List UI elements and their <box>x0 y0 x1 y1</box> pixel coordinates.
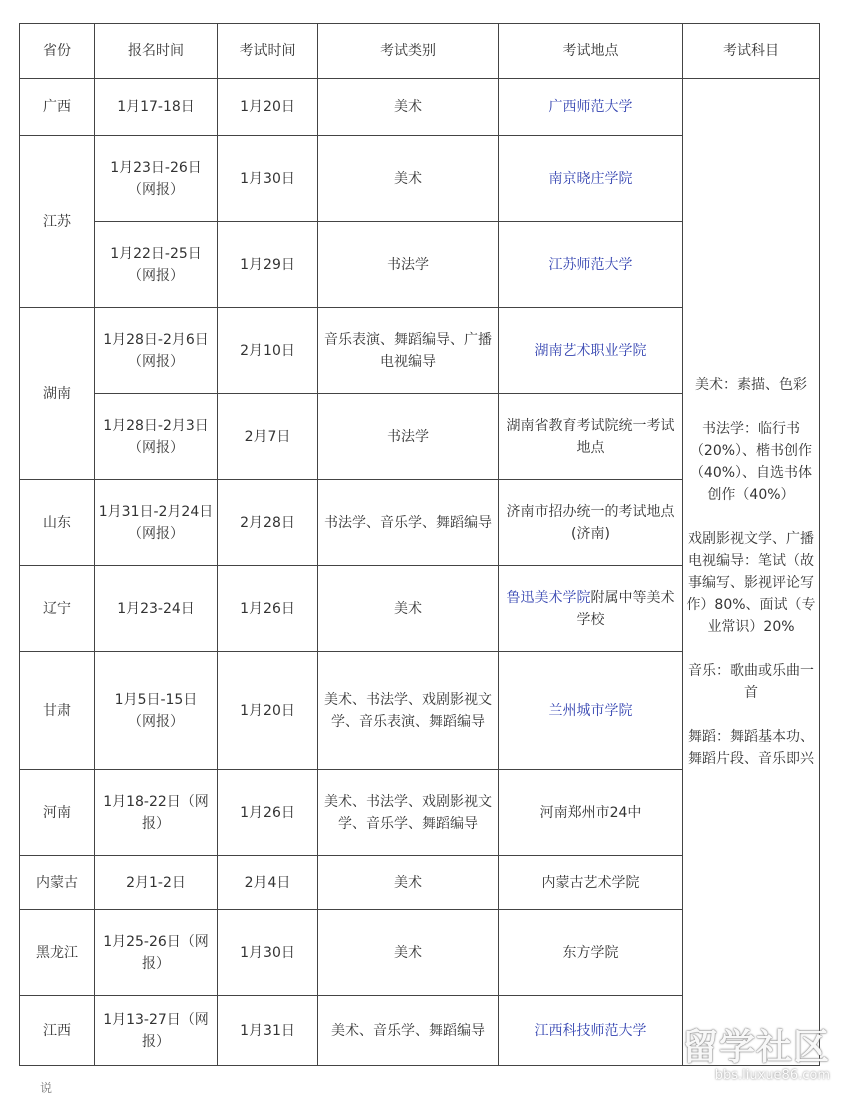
school-link[interactable]: 鲁迅美术学院 <box>506 589 591 606</box>
exam-time-cell: 1月30日 <box>218 910 318 996</box>
subjects-cell <box>683 79 820 1066</box>
location-cell: 东方学院 <box>499 910 683 996</box>
location-cell <box>499 79 683 136</box>
province-cell: 江苏 <box>20 136 95 308</box>
footer-text-fragment: 说 <box>40 1081 53 1095</box>
location-cell <box>499 222 683 308</box>
school-link[interactable]: 兰州城市学院 <box>548 702 633 719</box>
exam-time-cell: 1月29日 <box>218 222 318 308</box>
registration-cell <box>95 652 218 770</box>
header-exam-location: 考试地点 <box>499 24 683 79</box>
registration-dates: 1月5日-15日 <box>114 691 198 708</box>
category-cell: 美术 <box>318 910 499 996</box>
location-cell <box>499 566 683 652</box>
registration-cell <box>95 136 218 222</box>
registration-cell: 1月31日-2月24日（网报） <box>95 480 218 566</box>
registration-dates: 1月22日-25日 <box>110 245 202 262</box>
subject-art: 美术：素描、色彩 <box>695 377 807 393</box>
province-cell: 湖南 <box>20 308 95 480</box>
subject-drama-film: 戏剧影视文学、广播电视编导：笔试（故事编写、影视评论写作）80%、面试（专业常识）20% <box>686 531 816 635</box>
exam-time-cell: 1月26日 <box>218 566 318 652</box>
location-cell <box>499 308 683 394</box>
location-cell <box>499 136 683 222</box>
header-row <box>20 24 820 79</box>
registration-cell <box>95 394 218 480</box>
header-registration-time: 报名时间 <box>95 24 218 79</box>
registration-cell <box>95 308 218 394</box>
province-cell: 广西 <box>20 79 95 136</box>
registration-cell: 1月13-27日（网报） <box>95 996 218 1066</box>
registration-dates: 1月28日-2月6日 <box>103 331 209 348</box>
subject-calligraphy: 书法学：临行书（20%）、楷书创作（40%）、自选书体创作（40%） <box>689 421 813 503</box>
category-cell: 美术 <box>318 566 499 652</box>
exam-time-cell: 2月4日 <box>218 856 318 910</box>
school-link[interactable]: 江苏师范大学 <box>548 256 633 273</box>
registration-cell: 1月18-22日（网报） <box>95 770 218 856</box>
registration-note: （网报） <box>128 439 184 456</box>
watermark-logo-text: 留学社区 <box>681 1027 830 1068</box>
category-cell: 书法学 <box>318 394 499 480</box>
school-link[interactable]: 江西科技师范大学 <box>534 1022 647 1039</box>
registration-dates: 1月23日-26日 <box>110 159 202 176</box>
registration-cell: 1月23-24日 <box>95 566 218 652</box>
category-cell: 美术、书法学、戏剧影视文学、音乐表演、舞蹈编导 <box>318 652 499 770</box>
category-cell: 书法学、音乐学、舞蹈编导 <box>318 480 499 566</box>
registration-note: （网报） <box>128 353 184 370</box>
table-row <box>20 79 820 136</box>
category-cell: 书法学 <box>318 222 499 308</box>
location-suffix: 附属中等美术学校 <box>576 589 675 628</box>
location-cell: 济南市招办统一的考试地点(济南) <box>499 480 683 566</box>
exam-time-cell: 1月30日 <box>218 136 318 222</box>
category-cell: 音乐表演、舞蹈编导、广播电视编导 <box>318 308 499 394</box>
category-cell: 美术 <box>318 136 499 222</box>
school-link[interactable]: 广西师范大学 <box>548 99 633 115</box>
header-exam-subjects: 考试科目 <box>683 24 820 79</box>
category-cell: 美术、音乐学、舞蹈编导 <box>318 996 499 1066</box>
exam-time-cell: 2月10日 <box>218 308 318 394</box>
subject-music: 音乐：歌曲或乐曲一首 <box>688 663 814 701</box>
location-cell: 内蒙古艺术学院 <box>499 856 683 910</box>
exam-time-cell: 2月7日 <box>218 394 318 480</box>
exam-time-cell: 1月26日 <box>218 770 318 856</box>
province-cell: 黑龙江 <box>20 910 95 996</box>
registration-note: （网报） <box>128 267 184 284</box>
header-province: 省份 <box>20 24 95 79</box>
province-cell: 河南 <box>20 770 95 856</box>
exam-time-cell: 1月20日 <box>218 79 318 136</box>
registration-cell: 1月17-18日 <box>95 79 218 136</box>
province-cell: 辽宁 <box>20 566 95 652</box>
registration-cell: 1月25-26日（网报） <box>95 910 218 996</box>
registration-cell <box>95 222 218 308</box>
exam-schedule-table <box>19 23 820 1066</box>
category-cell: 美术、书法学、戏剧影视文学、音乐学、舞蹈编导 <box>318 770 499 856</box>
registration-note: （网报） <box>128 181 184 198</box>
province-cell: 甘肃 <box>20 652 95 770</box>
exam-time-cell: 1月31日 <box>218 996 318 1066</box>
subject-dance: 舞蹈：舞蹈基本功、舞蹈片段、音乐即兴 <box>688 729 814 767</box>
province-cell: 江西 <box>20 996 95 1066</box>
registration-cell: 2月1-2日 <box>95 856 218 910</box>
location-cell <box>499 996 683 1066</box>
school-link[interactable]: 湖南艺术职业学院 <box>534 342 647 359</box>
category-cell: 美术 <box>318 79 499 136</box>
header-exam-time: 考试时间 <box>218 24 318 79</box>
watermark-url: bbs.liuxue86.com <box>714 1068 830 1083</box>
registration-note: （网报） <box>128 713 184 730</box>
registration-dates: 1月28日-2月3日 <box>103 417 209 434</box>
header-exam-category: 考试类别 <box>318 24 499 79</box>
location-cell: 河南郑州市24中 <box>499 770 683 856</box>
location-cell <box>499 652 683 770</box>
category-cell: 美术 <box>318 856 499 910</box>
province-cell: 山东 <box>20 480 95 566</box>
location-cell: 湖南省教育考试院统一考试地点 <box>499 394 683 480</box>
school-link[interactable]: 南京晓庄学院 <box>548 170 633 187</box>
exam-time-cell: 1月20日 <box>218 652 318 770</box>
exam-time-cell: 2月28日 <box>218 480 318 566</box>
province-cell: 内蒙古 <box>20 856 95 910</box>
